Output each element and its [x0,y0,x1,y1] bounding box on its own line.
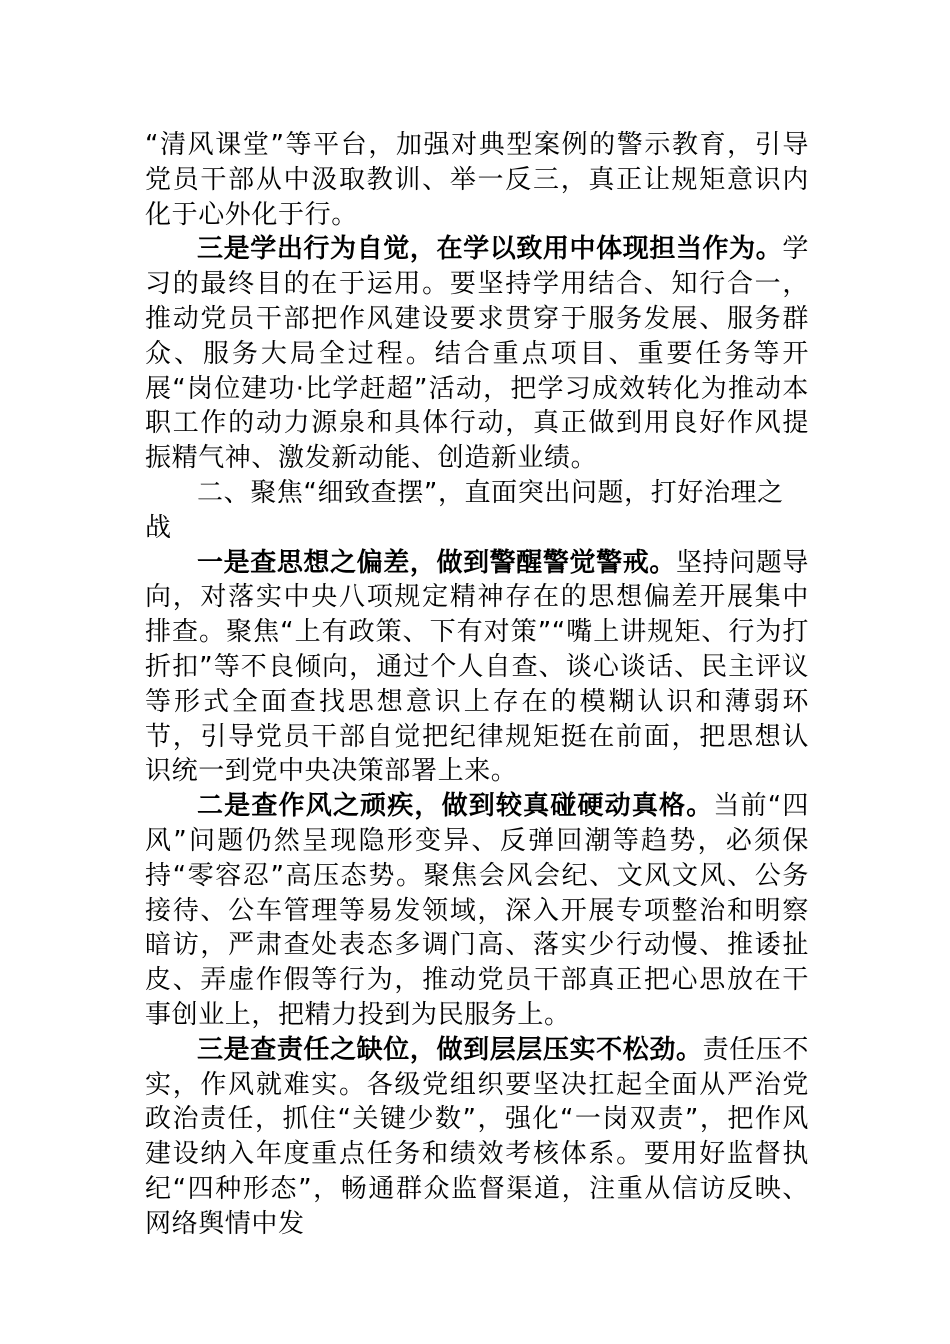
paragraph-continuation [145,128,809,232]
section-heading-2 [145,476,809,546]
paragraph-point-2-style [145,789,809,1033]
paragraph-point-3-responsibility [145,1033,809,1242]
paragraph-point-3-learning [145,232,809,476]
paragraph-lead: 三是学出行为自觉，在学以致用中体现担当作为。 [197,234,783,265]
paragraph-text: 当前“四风”问题仍然呈现隐形变异、反弹回潮等趋势，必须保持“零容忍”高压态势。聚焦会风会纪、文风文风、公务接待、公车管理等易发领域，深入开展专项整治和明察暗访，严肃查处表态多调门高、落实少行动慢、推诿扯皮、弄虚作假等行为，推动党员干部真正把心思放在干事创业上，把精力投到为民服务上。 [145,791,809,1030]
paragraph-lead: 一是查思想之偏差，做到警醒警觉警戒。 [197,547,676,578]
paragraph-text: 坚持问题导向，对落实中央八项规定精神存在的思想偏差开展集中排查。聚焦“上有政策、下有对策”“嘴上讲规矩、行为打折扣”等不良倾向，通过个人自查、谈心谈话、民主评议等形式全面查找思想意识上存在的模糊认识和薄弱环节，引导党员干部自觉把纪律规矩挺在前面，把思想认识统一到党中央决策部署上来。 [145,547,809,787]
document-page [145,128,809,1242]
paragraph-lead: 二是查作风之顽疾，做到较真碰硬动真格。 [197,791,714,822]
paragraph-lead: 三是查责任之缺位，做到层层压实不松劲。 [197,1034,703,1065]
paragraph-text: 学习的最终目的在于运用。要坚持学用结合、知行合一，推动党员干部把作风建设要求贯穿于服务发展、服务群众、服务大局全过程。结合重点项目、重要任务等开展“岗位建功·比学赶超”活动，把学习成效转化为推动本职工作的动力源泉和具体行动，真正做到用良好作风提振精气神、激发新动能、创造新业绩。 [145,234,809,474]
paragraph-point-1-thought [145,546,809,790]
section-heading-text: 二、聚焦“细致查摆”，直面突出问题，打好治理之战 [145,477,784,543]
paragraph-text: 责任压不实，作风就难实。各级党组织要坚决扛起全面从严治党政治责任，抓住“关键少数”，强化“一岗双责”，把作风建设纳入年度重点任务和绩效考核体系。要用好监督执纪“四种形态”，畅通群众监督渠道，注重从信访反映、网络舆情中发 [145,1034,809,1239]
paragraph-text: “清风课堂”等平台，加强对典型案例的警示教育，引导党员干部从中汲取教训、举一反三，真正让规矩意识内化于心外化于行。 [145,130,809,230]
